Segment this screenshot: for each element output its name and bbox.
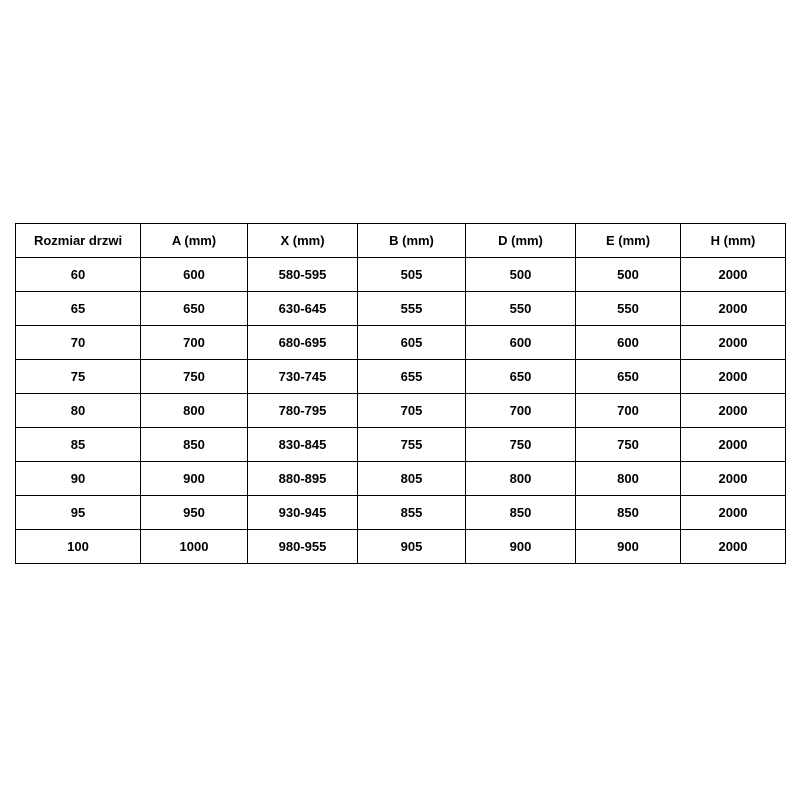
cell-h: 2000: [681, 462, 786, 496]
size-table-container: [15, 223, 785, 564]
cell-size: 70: [16, 326, 141, 360]
cell-size: 75: [16, 360, 141, 394]
cell-x: 780-795: [248, 394, 358, 428]
cell-d: 900: [466, 530, 576, 564]
column-header-a: A (mm): [141, 224, 248, 258]
cell-d: 700: [466, 394, 576, 428]
table-row: [16, 258, 786, 292]
cell-e: 500: [576, 258, 681, 292]
cell-a: 850: [141, 428, 248, 462]
cell-d: 800: [466, 462, 576, 496]
column-header-b: B (mm): [358, 224, 466, 258]
cell-e: 750: [576, 428, 681, 462]
cell-size: 85: [16, 428, 141, 462]
cell-size: 65: [16, 292, 141, 326]
cell-a: 750: [141, 360, 248, 394]
table-row: [16, 462, 786, 496]
cell-e: 850: [576, 496, 681, 530]
cell-h: 2000: [681, 326, 786, 360]
cell-d: 500: [466, 258, 576, 292]
cell-h: 2000: [681, 530, 786, 564]
table-body: [16, 258, 786, 564]
table-row: [16, 326, 786, 360]
cell-h: 2000: [681, 258, 786, 292]
cell-b: 855: [358, 496, 466, 530]
cell-x: 880-895: [248, 462, 358, 496]
table-header: [16, 224, 786, 258]
cell-h: 2000: [681, 360, 786, 394]
cell-size: 80: [16, 394, 141, 428]
table-row: [16, 496, 786, 530]
table-row: [16, 530, 786, 564]
cell-e: 900: [576, 530, 681, 564]
cell-a: 700: [141, 326, 248, 360]
cell-a: 800: [141, 394, 248, 428]
door-size-table: [15, 223, 786, 564]
cell-b: 755: [358, 428, 466, 462]
cell-x: 580-595: [248, 258, 358, 292]
column-header-e: E (mm): [576, 224, 681, 258]
cell-h: 2000: [681, 292, 786, 326]
cell-d: 550: [466, 292, 576, 326]
table-row: [16, 428, 786, 462]
cell-size: 60: [16, 258, 141, 292]
cell-b: 905: [358, 530, 466, 564]
cell-x: 630-645: [248, 292, 358, 326]
column-header-x: X (mm): [248, 224, 358, 258]
table-header-row: [16, 224, 786, 258]
cell-x: 680-695: [248, 326, 358, 360]
cell-x: 830-845: [248, 428, 358, 462]
cell-x: 730-745: [248, 360, 358, 394]
cell-a: 1000: [141, 530, 248, 564]
cell-d: 650: [466, 360, 576, 394]
table-row: [16, 360, 786, 394]
cell-e: 550: [576, 292, 681, 326]
cell-b: 805: [358, 462, 466, 496]
cell-x: 980-955: [248, 530, 358, 564]
cell-b: 605: [358, 326, 466, 360]
cell-b: 655: [358, 360, 466, 394]
cell-size: 95: [16, 496, 141, 530]
cell-x: 930-945: [248, 496, 358, 530]
cell-b: 505: [358, 258, 466, 292]
cell-e: 800: [576, 462, 681, 496]
cell-size: 90: [16, 462, 141, 496]
cell-b: 555: [358, 292, 466, 326]
cell-size: 100: [16, 530, 141, 564]
cell-a: 950: [141, 496, 248, 530]
cell-a: 600: [141, 258, 248, 292]
cell-a: 650: [141, 292, 248, 326]
cell-e: 700: [576, 394, 681, 428]
column-header-rozmiar-drzwi: Rozmiar drzwi: [16, 224, 141, 258]
cell-b: 705: [358, 394, 466, 428]
cell-d: 850: [466, 496, 576, 530]
cell-h: 2000: [681, 496, 786, 530]
column-header-d: D (mm): [466, 224, 576, 258]
table-row: [16, 394, 786, 428]
cell-h: 2000: [681, 428, 786, 462]
column-header-h: H (mm): [681, 224, 786, 258]
table-row: [16, 292, 786, 326]
cell-h: 2000: [681, 394, 786, 428]
cell-a: 900: [141, 462, 248, 496]
cell-e: 600: [576, 326, 681, 360]
cell-d: 600: [466, 326, 576, 360]
cell-e: 650: [576, 360, 681, 394]
cell-d: 750: [466, 428, 576, 462]
